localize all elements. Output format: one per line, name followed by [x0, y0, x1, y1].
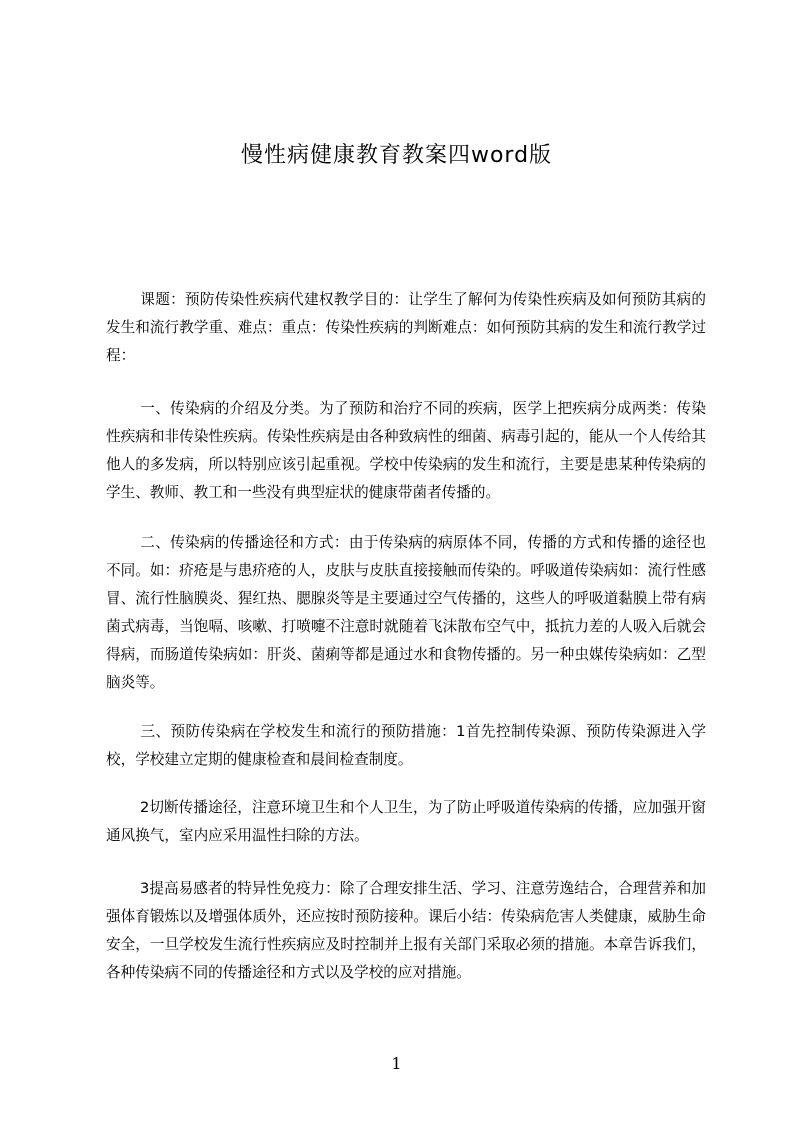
- paragraph-section-three: [106, 718, 706, 774]
- paragraph-text: 一、传染病的介绍及分类。为了预防和治疗不同的疾病，医学上把疾病分成两类：传染性疾病和非传染性疾病。传染性疾病是由各种致病性的细菌、病毒引起的，能从一个人传给其他人的多发病，所以特别应该引起重视。学校中传染病的发生和流行，主要是患某种传染病的学生、教师、教工和一些没有典型症状的健康带菌者传播的。: [106, 400, 706, 501]
- paragraph-text: 课题：预防传染性疾病代建权教学目的：让学生了解何为传染性疾病及如何预防其病的发生和流行教学重、难点：重点：传染性疾病的判断难点：如何预防其病的发生和流行教学过程：: [106, 291, 706, 364]
- document-title: 慢性病健康教育教案四word版: [240, 143, 553, 168]
- paragraph-section-two: [106, 529, 706, 697]
- paragraph-text: 2切断传播途径，注意环境卫生和个人卫生，为了防止呼吸道传染病的传播，应加强开窗通风换气，室内应采用温性扫除的方法。: [106, 799, 706, 844]
- page-number: 1: [391, 1054, 402, 1073]
- paragraph-measure-three: [106, 875, 706, 987]
- paragraph-text: 二、传染病的传播途径和方式：由于传染病的病原体不同，传播的方式和传播的途径也不同。如：疥疮是与患疥疮的人，皮肤与皮肤直接接触而传染的。呼吸道传染病如：流行性感冒、流行性脑膜炎、猩红热、腮腺炎等是主要通过空气传播的，这些人的呼吸道黏膜上带有病菌式病毒，当饱嗝、咳嗽、打喷嚏不注意时就随着飞沫散布空气中，抵抗力差的人吸入后就会得病，而肠道传染病如：肝炎、菌痢等都是通过水和食物传播的。另一种虫媒传染病如：乙型脑炎等。: [106, 534, 706, 691]
- paragraph-topic: [106, 286, 706, 370]
- paragraph-measure-two: [106, 794, 706, 850]
- paragraph-text: 三、预防传染病在学校发生和流行的预防措施：1首先控制传染源、预防传染源进入学校，学校建立定期的健康检查和晨间检查制度。: [106, 723, 706, 768]
- paragraph-section-one: [106, 395, 706, 507]
- paragraph-text: 3提高易感者的特异性免疫力：除了合理安排生活、学习、注意劳逸结合，合理营养和加强体育锻炼以及增强体质外，还应按时预防接种。课后小结：传染病危害人类健康，威胁生命安全，一旦学校发生流行性疾病应及时控制并上报有关部门采取必须的措施。本章告诉我们，各种传染病不同的传播途径和方式以及学校的应对措施。: [106, 880, 706, 981]
